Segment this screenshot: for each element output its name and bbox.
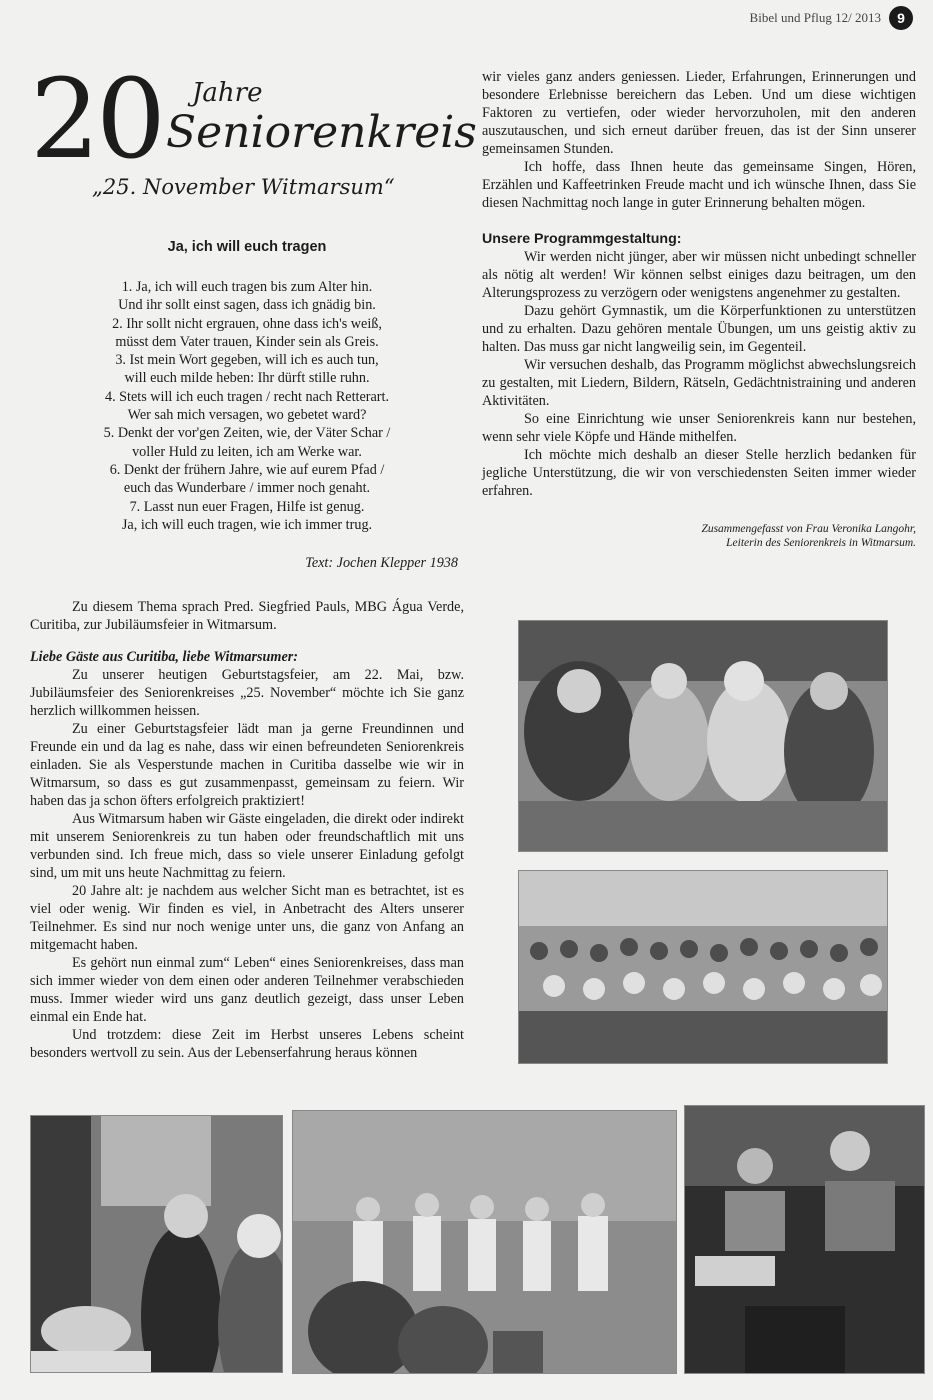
program-heading: Unsere Programmgestaltung: <box>482 231 682 247</box>
poem <box>30 278 464 534</box>
poem-line: 4. Stets will ich euch tragen / recht nach Retterart. <box>104 388 390 405</box>
right-column <box>482 68 916 550</box>
photo-seniors-seated <box>518 620 888 852</box>
poem-title: Ja, ich will euch tragen <box>167 239 327 255</box>
summary-credit-line: Leiterin des Seniorenkreis in Witmarsum. <box>726 537 916 549</box>
intro-paragraph: Zu diesem Thema sprach Pred. Siegfried Pauls, MBG Água Verde, Curitiba, zur Jubiläumsfeier in Witmarsum. <box>30 599 464 634</box>
body-paragraph: Dazu gehört Gymnastik, um die Körperfunktionen zu unterstützen und zu erhalten. Dazu gehören mentale Übungen, um uns geistig aktiv zu halten. Das muss gar nicht langweilig sein, im Gegenteil. <box>482 303 916 355</box>
poem-line: Wer sah mich versagen, wo gebetet ward? <box>127 407 367 424</box>
body-paragraph: Wir versuchen deshalb, das Programm möglichst abwechslungsreich zu gestalten, mit Liedern, Bildern, Rätseln, Gedächtnistraining und anderen Aktivitäten. <box>482 357 916 409</box>
body-paragraph: Aus Witmarsum haben wir Gäste eingeladen, die direkt oder indirekt mit unserem Seniorenkreis zu tun haben oder freundschaftlich mit uns verbunden sind. Ich freue mich, dass so viele unserer Einladung gefolgt sind, um mit uns heute Nachmittag zu feiern. <box>30 811 464 882</box>
poem-line: 1. Ja, ich will euch tragen bis zum Alter hin. <box>121 279 373 295</box>
poem-line: voller Huld zu leiten, ich am Werke war. <box>132 443 362 460</box>
poem-line: euch das Wunderbare / immer noch genaht. <box>123 480 371 497</box>
greeting-heading: Liebe Gäste aus Curitiba, liebe Witmarsumer: <box>30 649 298 666</box>
body-paragraph: Und trotzdem: diese Zeit im Herbst unseres Lebens scheint besonders wertvoll zu sein. Aus der Lebenserfahrung heraus können <box>30 1027 464 1062</box>
poem-line: 6. Denkt der frühern Jahre, wie auf eurem Pfad / <box>109 461 385 478</box>
article-title <box>30 55 477 210</box>
body-paragraph: Es gehört nun einmal zum“ Leben“ eines Seniorenkreises, dass man sich immer wieder von dem einen oder anderen Teilnehmer verabschieden muss. Immer wieder wird uns ganz deutlich gezeigt, dass unser Leben einmal ein Ende hat. <box>30 955 464 1026</box>
photo-kitchen-helpers <box>30 1115 283 1373</box>
body-paragraph: Zu einer Geburtstagsfeier lädt man ja gerne Freundinnen und Freunde ein und da lag es nahe, dass wir einen befreundeten Seniorenkreis einladen. Sie als Vesperstunde machen in Curitiba dasselbe wie wir in Witmarsum, so dass es gut zusammenpasst, gemeinsam zu feiern. Wir haben das ja schon öfters erfolgreich praktiziert! <box>30 721 464 810</box>
photo-accordion-players <box>684 1105 925 1374</box>
poem-line: müsst dem Vater trauen, Kinder sein als Greis. <box>115 333 379 350</box>
photo-singing-group <box>292 1110 677 1374</box>
poem-line: 2. Ihr sollt nicht ergrauen, ohne dass ich's weiß, <box>112 315 382 332</box>
poem-line: 3. Ist mein Wort gegeben, will ich es auch tun, <box>115 352 379 369</box>
body-paragraph: Zu unserer heutigen Geburtstagsfeier, am 22. Mai, bzw. Jubiläumsfeier des Seniorenkreises „25. November“ möchte ich Sie ganz herzlich willkommen heissen. <box>30 667 464 720</box>
poem-line: 7. Lasst nun euer Fragen, Hilfe ist genug. <box>129 498 365 515</box>
summary-credit <box>482 522 916 550</box>
page-header <box>750 6 913 30</box>
page-number-badge: 9 <box>889 6 913 30</box>
left-column <box>30 55 477 1062</box>
body-paragraph: wir vieles ganz anders geniessen. Lieder, Erfahrungen, Erinnerungen und besondere Erlebnisse bereichern das Leben. Und um diese wichtigen Faktoren zu vertiefen, oder wieder hervorzuholen, mit den anderen auszutauschen, und sich erneut darüber freuen, das ist der Sinn unserer gemeinsamen Stunden. <box>482 69 916 157</box>
summary-credit-line: Zusammengefasst von Frau Veronika Langohr, <box>701 523 916 535</box>
poem-credit: Text: Jochen Klepper 1938 <box>305 555 458 572</box>
body-paragraph: 20 Jahre alt: je nachdem aus welcher Sicht man es betrachtet, ist es viel oder wenig. Wir finden es viel, in Anbetracht des Alters unserer Teilnehmer. Es sind nur noch wenige unter uns, die ganz von Anfang an mitgemacht haben. <box>30 883 464 954</box>
body-paragraph: Wir werden nicht jünger, aber wir müssen nicht unbedingt schneller als nötig alt werden! Wir können selbst einiges dazu beitragen, um den Alterungsprozess zu verzögern oder wenigstens angenehmer zu gestalten. <box>482 249 916 301</box>
title-subtitle: „25. November Witmarsum“ <box>92 175 395 199</box>
title-jahre: Jahre <box>192 78 263 108</box>
body-paragraph: Ich möchte mich deshalb an dieser Stelle herzlich bedanken für jegliche Unterstützung, die wir von verschiedensten Seiten immer wieder erfahren. <box>482 447 916 499</box>
poem-line: will euch milde heben: Ihr dürft stille ruhn. <box>124 370 370 387</box>
photo-hall-audience <box>518 870 888 1064</box>
magazine-issue: Bibel und Pflug 12/ 2013 <box>749 10 881 25</box>
poem-line: 5. Denkt der vor'gen Zeiten, wie, der Väter Schar / <box>103 425 391 442</box>
body-paragraph: So eine Einrichtung wie unser Seniorenkreis kann nur bestehen, wenn sehr viele Köpfe und Hände mithelfen. <box>482 411 916 445</box>
poem-line: Ja, ich will euch tragen, wie ich immer trug. <box>121 516 373 533</box>
title-number: 20 <box>30 55 162 183</box>
poem-line: Und ihr sollt einst sagen, dass ich gnädig bin. <box>118 297 376 314</box>
body-paragraph: Ich hoffe, dass Ihnen heute das gemeinsame Singen, Hören, Erzählen und Kaffeetrinken Freude macht und ich wünsche Ihnen, dass Sie diesen Nachmittag noch lange in guter Erinnerung behalten mögen. <box>482 159 916 211</box>
title-seniorenkreis: Seniorenkreis <box>166 107 477 158</box>
